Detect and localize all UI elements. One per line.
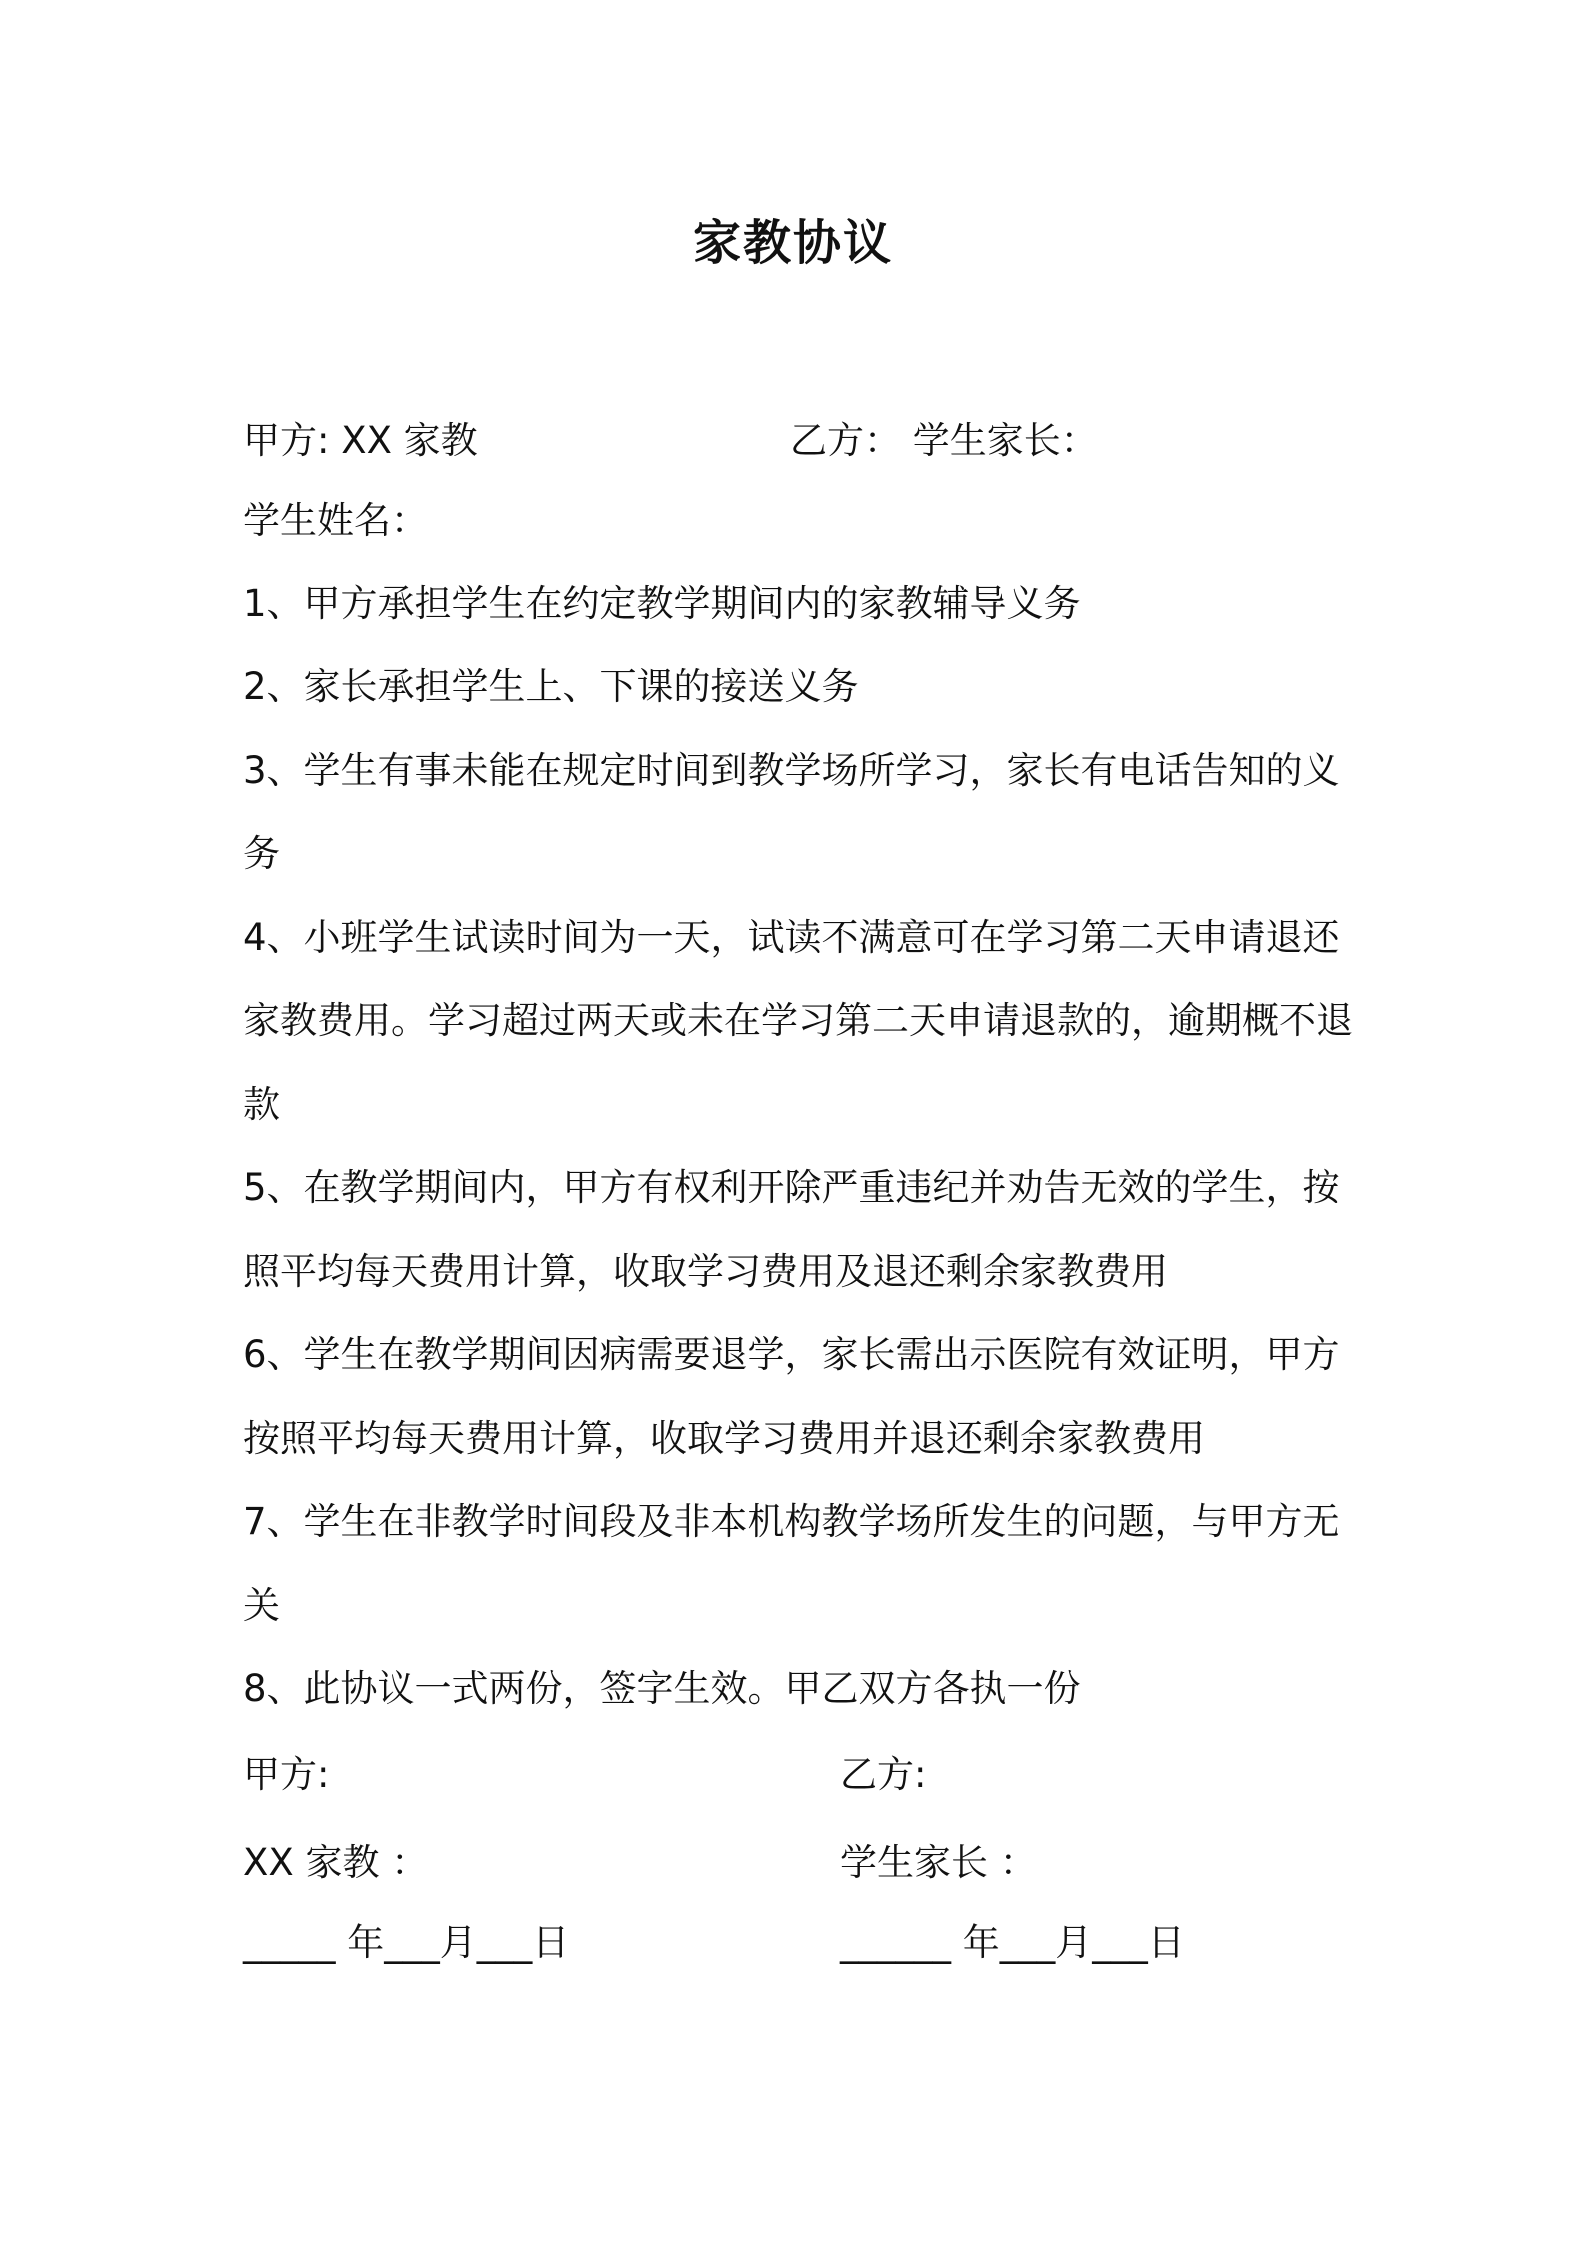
clause-7-line-1: 7、学生在非教学时间段及非本机构教学场所发生的问题，与甲方无 xyxy=(243,1500,1340,1543)
document-title: 家教协议 xyxy=(692,215,893,271)
signature-party-b-date: ______ 年___月___日 xyxy=(840,1921,1185,1964)
signature-party-b-label: 乙方: xyxy=(840,1753,927,1796)
clause-1-line-1: 1、甲方承担学生在约定教学期间内的家教辅导义务 xyxy=(243,582,1081,625)
clause-6-line-2: 按照平均每天费用计算，收取学习费用并退还剩余家教费用 xyxy=(243,1417,1205,1460)
party-b-line: 乙方： 学生家长： xyxy=(790,419,1098,462)
clause-3-line-2: 务 xyxy=(243,832,280,875)
signature-party-a-name: XX 家教 ： xyxy=(243,1841,429,1884)
clause-4-line-1: 4、小班学生试读时间为一天，试读不满意可在学习第二天申请退还 xyxy=(243,916,1340,959)
clause-2-line-1: 2、家长承担学生上、下课的接送义务 xyxy=(243,665,859,708)
party-a-line: 甲方: XX 家教 xyxy=(243,419,478,462)
signature-party-a-date: _____ 年___月___日 xyxy=(243,1921,570,1964)
student-name-line: 学生姓名： xyxy=(243,499,428,542)
clause-8-line-1: 8、此协议一式两份，签字生效。甲乙双方各执一份 xyxy=(243,1667,1081,1710)
clause-5-line-1: 5、在教学期间内，甲方有权利开除严重违纪并劝告无效的学生，按 xyxy=(243,1166,1340,1209)
clause-3-line-1: 3、学生有事未能在规定时间到教学场所学习，家长有电话告知的义 xyxy=(243,749,1340,792)
clause-4-line-3: 款 xyxy=(243,1083,280,1126)
clause-7-line-2: 关 xyxy=(243,1584,280,1627)
clause-6-line-1: 6、学生在教学期间因病需要退学，家长需出示医院有效证明，甲方 xyxy=(243,1333,1340,1376)
signature-party-a-label: 甲方: xyxy=(243,1753,330,1796)
clause-4-line-2: 家教费用。学习超过两天或未在学习第二天申请退款的，逾期概不退 xyxy=(243,999,1353,1042)
signature-party-b-name: 学生家长 ： xyxy=(840,1841,1037,1884)
clause-5-line-2: 照平均每天费用计算，收取学习费用及退还剩余家教费用 xyxy=(243,1250,1168,1293)
